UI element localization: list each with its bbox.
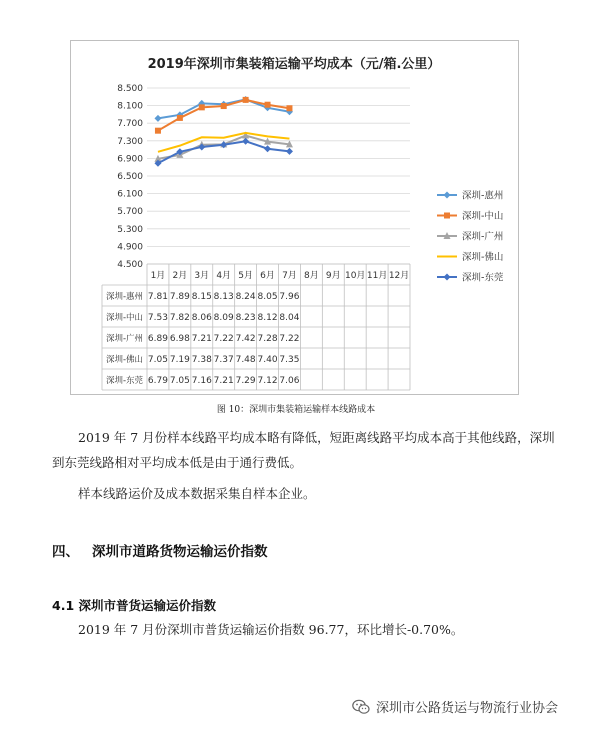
table-cell: 7.19: [169, 355, 190, 365]
y-tick-label: 6.500: [117, 172, 143, 182]
table-cell: 8.13: [213, 292, 234, 302]
data-point: [286, 148, 293, 155]
legend-label: 深圳-中山: [462, 211, 504, 222]
table-cell: 6.98: [169, 334, 190, 344]
x-tick-label: 1月: [150, 271, 166, 281]
data-point: [243, 97, 249, 103]
y-tick-label: 6.900: [117, 154, 143, 165]
chart-title: 2019年深圳市集装箱运输平均成本（元/箱.公里）: [147, 57, 441, 72]
paragraph-3-text: 2019 年 7 月份深圳市普货运输运价指数 96.77，环比增长-0.70%。: [78, 622, 464, 637]
legend-marker: [444, 274, 451, 281]
table-cell: 7.16: [191, 376, 212, 386]
table-row-label: 深圳-广州: [105, 334, 144, 344]
y-tick-label: 7.700: [117, 119, 143, 130]
x-tick-label: 12月: [388, 271, 410, 281]
table-cell: 6.89: [147, 334, 168, 344]
table-cell: 8.04: [279, 313, 300, 323]
table-cell: 7.89: [169, 292, 190, 302]
table-cell: 7.05: [169, 376, 190, 386]
table-cell: 7.53: [147, 313, 168, 323]
table-cell: 7.28: [257, 334, 278, 344]
table-cell: 7.21: [213, 376, 234, 386]
figure-caption: 图 10：深圳市集装箱运输样本线路成本: [216, 405, 376, 415]
table-cell: 7.81: [147, 292, 168, 302]
paragraph-1-line-2: 到东莞线路相对平均成本低是由于通行费低。: [52, 455, 303, 470]
table-cell: 7.38: [191, 355, 212, 365]
table-cell: 7.37: [213, 355, 234, 365]
x-tick-label: 10月: [344, 271, 366, 281]
section-title: 深圳市道路货物运输运价指数: [92, 544, 268, 560]
table-cell: 7.12: [257, 376, 278, 386]
y-tick-label: 5.700: [117, 207, 143, 218]
table-cell: 7.05: [147, 355, 168, 365]
data-point: [154, 115, 161, 122]
table-cell: 6.79: [147, 376, 168, 386]
wechat-icon: [352, 699, 370, 715]
x-tick-label: 11月: [366, 271, 388, 281]
x-tick-label: 8月: [304, 271, 319, 281]
subsection-title: 深圳市普货运输运价指数: [78, 598, 217, 613]
y-tick-label: 4.900: [117, 242, 143, 253]
section-heading: [52, 540, 268, 560]
table-cell: 8.05: [257, 292, 278, 302]
legend-label: 深圳-东莞: [462, 272, 504, 284]
y-tick-label: 8.100: [117, 101, 143, 112]
table-row-label: 深圳-惠州: [105, 292, 144, 302]
data-point: [221, 103, 227, 109]
x-tick-label: 3月: [194, 271, 210, 281]
subsection-heading: [52, 596, 216, 614]
section-number: 四、: [52, 544, 79, 560]
x-tick-label: 5月: [238, 271, 253, 281]
x-tick-label: 4月: [216, 271, 232, 281]
table-cell: 7.06: [279, 376, 300, 386]
legend-label: 深圳-佛山: [462, 252, 504, 263]
chart-container: [70, 40, 519, 395]
legend-marker: [444, 192, 451, 199]
subsection-number: 4.1: [52, 598, 75, 613]
table-cell: 7.22: [279, 334, 300, 344]
table-cell: 8.23: [235, 313, 256, 323]
table-cell: 7.42: [235, 334, 256, 344]
data-point: [286, 105, 292, 111]
y-tick-label: 6.100: [117, 189, 143, 200]
data-point: [264, 145, 271, 152]
table-cell: 7.48: [235, 355, 256, 365]
x-tick-label: 9月: [325, 271, 341, 281]
table-row-label: 深圳-东莞: [105, 376, 144, 386]
table-cell: 7.22: [213, 334, 234, 344]
legend-marker: [444, 213, 450, 219]
y-tick-label: 5.300: [117, 224, 143, 235]
table-cell: 8.15: [191, 292, 212, 302]
paragraph-2: [52, 481, 562, 506]
table-cell: 7.40: [257, 355, 278, 365]
table-cell: 7.29: [235, 376, 256, 386]
y-tick-label: 8.500: [117, 84, 143, 94]
table-cell: 7.82: [169, 313, 190, 323]
legend-label: 深圳-惠州: [462, 190, 504, 202]
data-point: [177, 115, 183, 121]
data-point: [242, 138, 249, 145]
paragraph-3: [52, 617, 562, 642]
table-cell: 8.06: [191, 313, 212, 323]
watermark: [352, 697, 558, 716]
paragraph-1-line-1: 2019 年 7 月份样本线路平均成本略有降低，短距离线路平均成本高于其他线路，深圳: [78, 430, 555, 445]
table-cell: 8.24: [235, 292, 256, 302]
y-tick-label: 7.300: [117, 136, 143, 147]
table-cell: 8.09: [213, 313, 234, 323]
data-point: [265, 102, 271, 108]
x-tick-label: 6月: [260, 271, 275, 281]
line-chart: [71, 41, 518, 394]
table-row-label: 深圳-佛山: [105, 355, 144, 365]
table-row-label: 深圳-中山: [105, 313, 144, 323]
paragraph-2-text: 样本线路运价及成本数据采集自样本企业。: [78, 486, 316, 501]
table-cell: 7.21: [191, 334, 212, 344]
table-cell: 7.96: [279, 292, 300, 302]
x-tick-label: 7月: [282, 271, 297, 281]
table-cell: 8.12: [257, 313, 278, 323]
watermark-text: 深圳市公路货运与物流行业协会: [376, 701, 559, 716]
legend-label: 深圳-广州: [462, 231, 504, 243]
data-point: [199, 104, 205, 110]
y-tick-label: 4.500: [117, 260, 143, 270]
data-point: [155, 128, 161, 134]
paragraph-1: [52, 425, 562, 475]
x-tick-label: 2月: [172, 271, 188, 281]
table-cell: 7.35: [279, 355, 300, 365]
